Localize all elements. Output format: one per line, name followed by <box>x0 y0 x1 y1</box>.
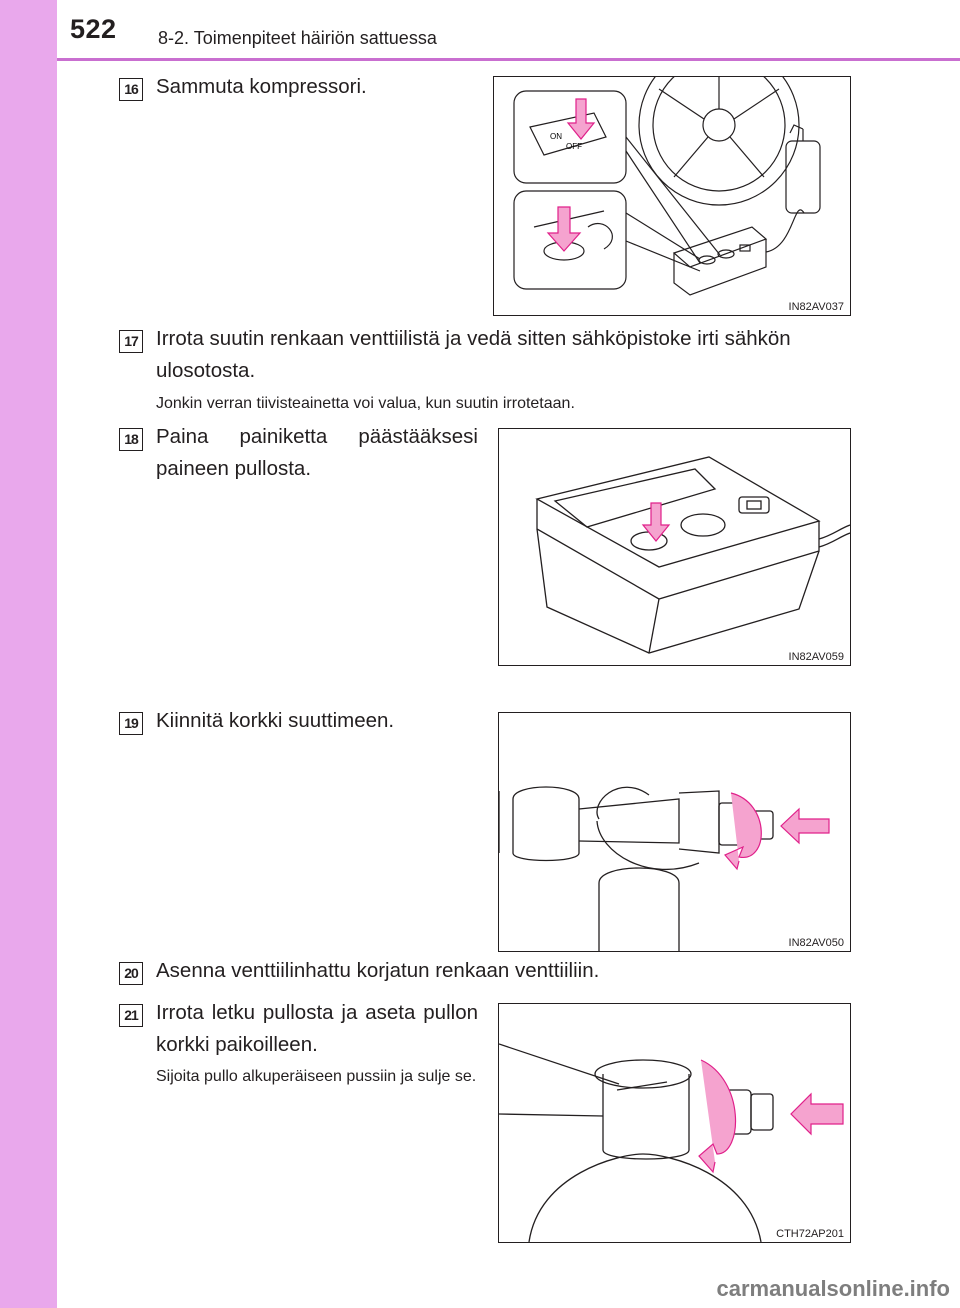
press-arrow-icon <box>548 207 580 251</box>
figure-code: CTH72AP201 <box>776 1228 844 1240</box>
push-arrow-icon <box>791 1094 843 1134</box>
figure-code: IN82AV050 <box>788 937 844 949</box>
step-19-number: 19 <box>119 712 143 735</box>
step-18-text: Paina painiketta päästääksesi paineen pullosta. <box>156 425 478 480</box>
compressor-button-illustration <box>499 429 850 665</box>
header-divider <box>57 58 960 61</box>
step-19-text: Kiinnitä korkki suuttimeen. <box>156 709 395 732</box>
step-17-note: Jonkin verran tiivisteainetta voi valua, kun suutin irrotetaan. <box>156 395 575 412</box>
off-label: OFF <box>566 142 582 151</box>
figure-release-pressure <box>498 428 851 666</box>
watermark: carmanualsonline.info <box>716 1276 950 1301</box>
step-17-number: 17 <box>119 330 143 353</box>
bottle-top-illustration <box>499 1004 850 1242</box>
step-21-text: Irrota letku pullosta ja aseta pullon korkki paikoilleen. <box>156 1001 478 1056</box>
sidebar-tab <box>0 0 57 1308</box>
step-20-text: Asenna venttiilinhattu korjatun renkaan venttiiliin. <box>156 959 600 982</box>
press-arrow-icon <box>568 99 594 139</box>
step-17-text: Irrota suutin renkaan venttiilistä ja vedä sitten sähköpistoke irti sähkön ulosotosta. <box>156 327 791 382</box>
compressor-switch-illustration <box>494 77 850 315</box>
rotate-arrow-icon <box>699 1060 736 1172</box>
figure-compressor-off <box>493 76 851 316</box>
rotate-arrow-icon <box>725 793 761 869</box>
page-number: 522 <box>70 14 117 44</box>
on-label: ON <box>550 132 562 141</box>
step-16-number: 16 <box>119 78 143 101</box>
step-20-number: 20 <box>119 962 143 985</box>
section-title: 8-2. Toimenpiteet häiriön sattuessa <box>158 28 437 48</box>
step-21-number: 21 <box>119 1004 143 1027</box>
figure-code: IN82AV037 <box>788 301 844 313</box>
figure-attach-cap <box>498 712 851 952</box>
figure-code: IN82AV059 <box>788 651 844 663</box>
step-16-text: Sammuta kompressori. <box>156 75 367 98</box>
figure-replace-bottle-cap <box>498 1003 851 1243</box>
step-18-number: 18 <box>119 428 143 451</box>
bottle-cap-illustration <box>499 713 850 951</box>
step-21-note: Sijoita pullo alkuperäiseen pussiin ja sulje se. <box>156 1068 477 1085</box>
push-arrow-icon <box>781 809 829 843</box>
